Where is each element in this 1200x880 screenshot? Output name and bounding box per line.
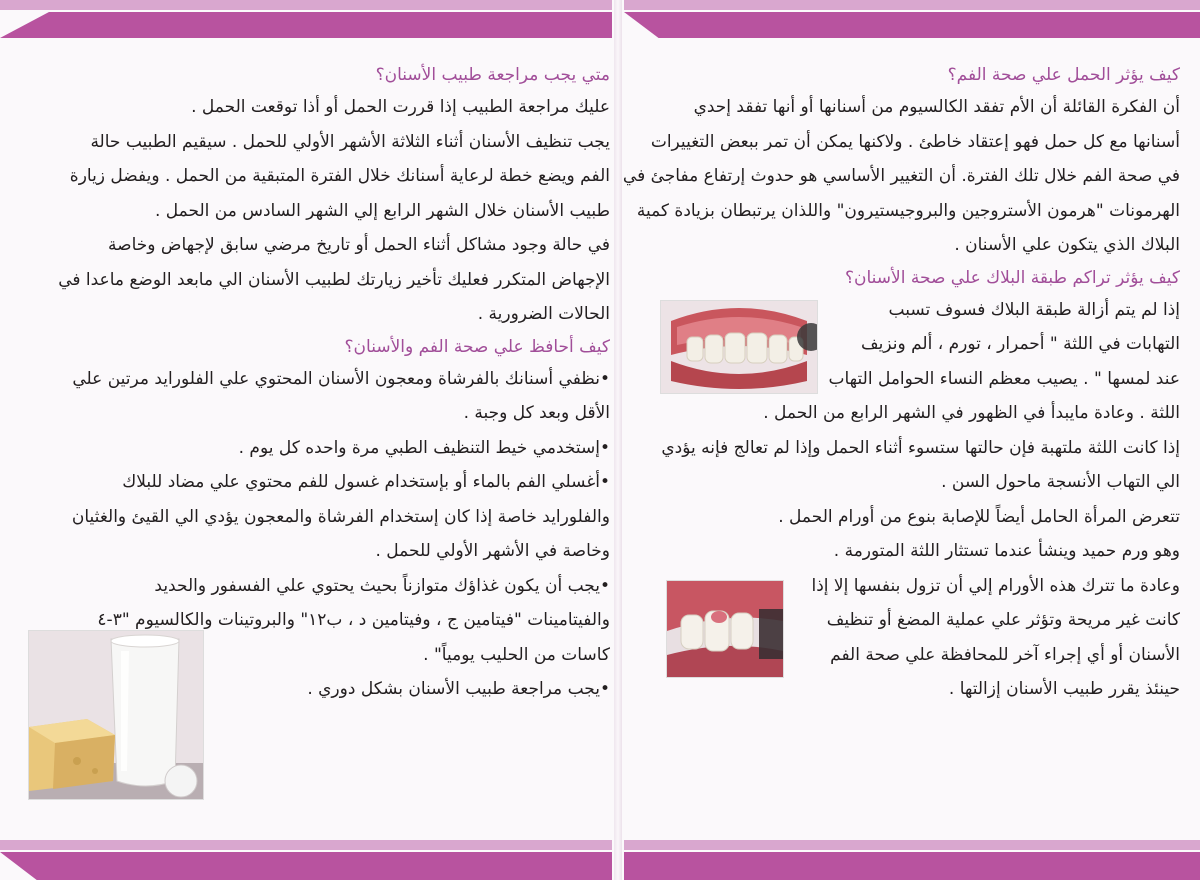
text-line: وعادة ما تترك هذه الأورام إلي أن تزول بنفسها إلا إذا <box>811 575 1180 596</box>
bullet-dot-icon: • <box>599 437 610 458</box>
text-line: حينئذ يقرر طبيب الأسنان إزالتها . <box>948 679 1180 699</box>
bottom-band-left <box>0 838 612 880</box>
bullet-floss <box>18 431 610 466</box>
bottom-band-right <box>624 838 1200 880</box>
text-line: عند لمسها " . يصيب معظم النساء الحوامل التهاب <box>828 368 1180 389</box>
pregnancy-paragraph <box>622 90 1180 263</box>
bullet-dot-icon: • <box>599 472 610 492</box>
bullet-dot-icon: • <box>599 368 610 389</box>
text-line: الأسنان أو أي إجراء آخر للمحافظة علي صحة الفم <box>830 644 1180 665</box>
text-line: عليك مراجعة الطبيب إذا قررت الحمل أو أذا توقعت الحمل . <box>191 97 610 117</box>
text-line: الفم ويضع خطة لرعاية أسنانك خلال الفترة المتبقية من الحمل . ويفضل زيارة <box>69 166 610 186</box>
text-line: في صحة الفم خلال تلك الفترة. أن التغيير الأساسي هو حدوث إرتفاع مفاجئ في <box>622 166 1180 186</box>
text-line: في حالة وجود مشاكل أثناء الحمل أو تاريخ مرضي سابق لإجهاض وخاصة <box>108 235 610 255</box>
text-line: الإجهاض المتكرر فعليك تأخير زيارتك لطبيب الأسنان الي مابعد الوضع ماعدا في <box>58 269 610 290</box>
text-line: إذا لم يتم أزالة طبقة البلاك فسوف تسبب <box>888 299 1180 320</box>
text-line: أغسلي الفم بالماء أو بإستخدام غسول للفم محتوي علي مضاد للبلاك <box>122 472 600 492</box>
milk-cheese-photo <box>28 630 204 800</box>
text-line: تتعرض المرأة الحامل أيضاً للإصابة بنوع من أورام الحمل . <box>778 506 1180 527</box>
left-panel <box>18 60 610 707</box>
pregnancy-tumor-photo <box>666 580 784 678</box>
text-line: أن الفكرة القائلة أن الأم تفقد الكالسيوم من أسنانها أو أنها تفقد إحدي <box>693 97 1180 117</box>
text-line: إستخدمي خيط التنظيف الطبي مرة واحده كل يوم . <box>238 437 600 458</box>
text-line: يجب تنظيف الأسنان أثناء الثلاثة الأشهر الأولي للحمل . سيقيم الطبيب حالة <box>90 131 610 152</box>
bullet-mouthwash <box>18 465 610 569</box>
text-line: كاسات من الحليب يومياً" . <box>423 644 610 665</box>
bullet-dot-icon: • <box>599 679 610 699</box>
text-line: نظفي أسنانك بالفرشاة ومعجون الأسنان المحتوي علي الفلورايد مرتين علي <box>72 368 600 389</box>
bullet-dot-icon: • <box>599 575 610 596</box>
text-line: كانت غير مريحة وتؤثر علي عملية المضغ أو تنظيف <box>826 610 1180 630</box>
text-line: وخاصة في الأشهر الأولي للحمل . <box>375 541 610 561</box>
text-line: والفيتامينات "فيتامين ج ، وفيتامين د ، ب١٢" والبروتينات والكالسيوم "٣-٤ <box>97 610 610 630</box>
heading-pregnancy-oral-health: كيف يؤثر الحمل علي صحة الفم؟ <box>947 65 1180 85</box>
top-band-right <box>624 0 1200 40</box>
text-line: اللثة . وعادة مايبدأ في الظهور في الشهر الرابع من الحمل . <box>763 403 1180 423</box>
text-line: الحالات الضرورية . <box>477 304 610 324</box>
top-band-left <box>0 0 612 40</box>
text-line: طبيب الأسنان خلال الشهر الرابع إلي الشهر السادس من الحمل . <box>154 200 610 221</box>
text-line: والفلورايد خاصة إذا كان إستخدام الفرشاة والمعجون يؤدي الي القيئ والغثيان <box>71 506 610 527</box>
text-line: التهابات في اللثة " أحمرار ، تورم ، ألم ونزيف <box>861 334 1180 354</box>
text-line: الأقل وبعد كل وجبة . <box>463 403 610 423</box>
heading-plaque-effect: كيف يؤثر تراكم طبقة البلاك علي صحة الأسنان؟ <box>844 267 1180 288</box>
text-line: الهرمونات "هرمون الأستروجين والبروجيستيرون" واللذان يرتبطان بزيادة كمية <box>636 200 1180 221</box>
text-line: الي التهاب الأنسجة ماحول السن . <box>941 472 1180 492</box>
text-line: يجب مراجعة طبيب الأسنان بشكل دوري . <box>307 679 600 699</box>
bullet-brushing <box>18 362 610 431</box>
text-line: يجب أن يكون غذاؤك متوازناً بحيث يحتوي علي الفسفور والحديد <box>154 575 600 596</box>
heading-oral-care: كيف أحافظ علي صحة الفم والأسنان؟ <box>344 336 610 357</box>
text-line: وهو ورم حميد وينشأ عندما تستثار اللثة المتورمة . <box>833 541 1180 561</box>
visit-paragraph <box>18 90 610 332</box>
page-fold <box>614 0 622 880</box>
text-line: أسنانها مع كل حمل فهو إعتقاد خاطئ . ولاكنها يمكن أن تمر ببعض التغييرات <box>650 131 1180 152</box>
text-line: إذا كانت اللثة ملتهبة فإن حالتها ستسوء أثناء الحمل وإذا لم تعالج فإنه يؤدي <box>661 437 1180 458</box>
heading-when-to-visit-dentist: متي يجب مراجعة طبيب الأسنان؟ <box>375 65 610 85</box>
text-line: البلاك الذي يتكون علي الأسنان . <box>954 235 1180 255</box>
inflamed-gums-photo <box>660 300 818 394</box>
